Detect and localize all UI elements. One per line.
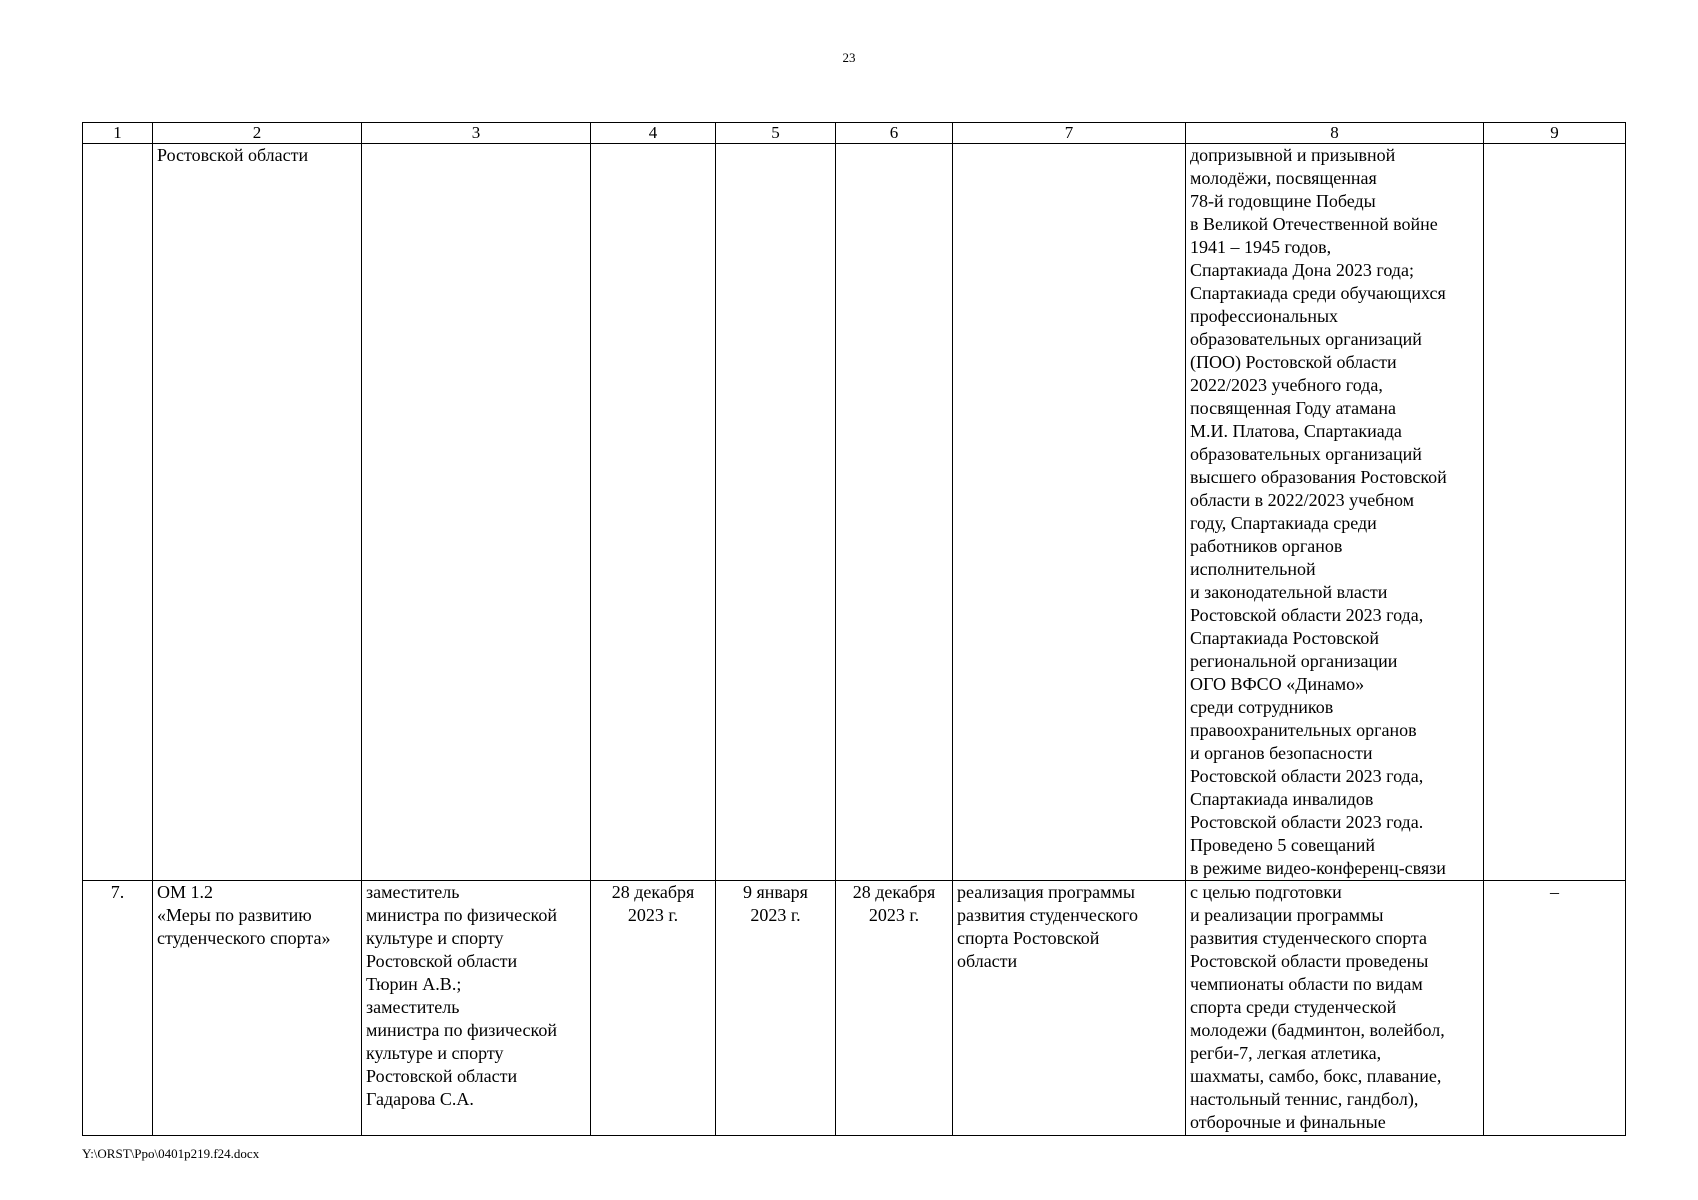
cell-line: Ростовской области 2023 года, [1190,605,1424,625]
row-number-cell [83,144,153,881]
cell-line: области [957,951,1018,971]
column-header: 5 [716,123,836,144]
planned-start-cell [591,881,716,1136]
cell-line: развития студенческого спорта [1190,928,1427,948]
cell-line: «Меры по развитию [157,905,312,925]
cell-line: спорта Ростовской [957,928,1100,948]
cell-line: отборочные и финальные [1190,1112,1386,1132]
cell-line: Спартакиада Ростовской [1190,628,1379,648]
cell-line: Ростовской области проведены [1190,951,1429,971]
cell-line: регби-7, легкая атлетика, [1190,1043,1382,1063]
row-number-cell: 7. [83,881,153,1136]
file-path-footer: Y:\ORST\Ppo\0401p219.f24.docx [82,1146,260,1161]
column-header: 2 [153,123,362,144]
responsible-cell [362,144,591,881]
cell-line: образовательных организаций [1190,444,1422,464]
cell-line: в Великой Отечественной войне [1190,214,1438,234]
column-header: 7 [953,123,1186,144]
cell-line: Ростовской области [366,951,518,971]
cell-line: профессиональных [1190,306,1339,326]
cell-line: Гадарова С.А. [366,1089,474,1109]
cell-line: году, Спартакиада среди [1190,513,1377,533]
notes-cell [1484,144,1626,881]
cell-line: 1941 – 1945 годов, [1190,237,1332,257]
cell-line: культуре и спорту [366,928,504,948]
cell-line: Ростовской области [157,145,309,165]
cell-line: ОГО ВФСО «Динамо» [1190,674,1365,694]
cell-line: спорта среди студенческой [1190,997,1397,1017]
cell-line: допризывной и призывной [1190,145,1396,165]
cell-line: правоохранительных органов [1190,720,1417,740]
cell-line: 2023 г. [750,905,801,925]
cell-line: и законодательной власти [1190,582,1388,602]
table-row [83,881,1626,1136]
cell-line: Тюрин А.В.; [366,974,462,994]
page-number: 23 [842,50,856,65]
cell-line: исполнительной [1190,559,1316,579]
cell-line: Спартакиада Дона 2023 года; [1190,260,1414,280]
cell-line: образовательных организаций [1190,329,1422,349]
table-row [83,144,1626,881]
cell-line: культуре и спорту [366,1043,504,1063]
column-header: 9 [1484,123,1626,144]
actual-start-cell [716,144,836,881]
cell-line: заместитель [366,882,460,902]
cell-line: с целью подготовки [1190,882,1342,902]
cell-line: заместитель [366,997,460,1017]
actual-start-cell [716,881,836,1136]
cell-line: молодёжи, посвященная [1190,168,1377,188]
cell-line: в режиме видео-конференц-связи [1190,858,1446,878]
cell-line: и органов безопасности [1190,743,1373,763]
notes-cell: – [1484,881,1626,1136]
cell-line: высшего образования Ростовской [1190,467,1447,487]
column-header: 3 [362,123,591,144]
cell-line: 9 января [743,882,808,902]
cell-line: Проведено 5 совещаний [1190,835,1376,855]
cell-line: и реализации программы [1190,905,1384,925]
cell-line: региональной организации [1190,651,1398,671]
cell-line: молодежи (бадминтон, волейбол, [1190,1020,1445,1040]
expected-result-cell [953,144,1186,881]
column-header: 4 [591,123,716,144]
cell-line: 2023 г. [868,905,920,925]
cell-line: ОМ 1.2 [157,882,214,902]
cell-line: Ростовской области 2023 года, [1190,766,1424,786]
cell-line: Спартакиада инвалидов [1190,789,1374,809]
cell-line: (ПОО) Ростовской области [1190,352,1397,372]
cell-line: реализация программы [957,882,1135,902]
cell-line: области в 2022/2023 учебном [1190,490,1415,510]
responsible-cell [362,881,591,1136]
column-number-row [83,123,1626,144]
cell-line: Спартакиада среди обучающихся [1190,283,1446,303]
cell-line: среди сотрудников [1190,697,1334,717]
cell-line: Ростовской области [366,1066,518,1086]
cell-line: министра по физической [366,905,557,925]
cell-line: 2022/2023 учебного года, [1190,375,1383,395]
column-header: 1 [83,123,153,144]
cell-line: работников органов [1190,536,1343,556]
cell-line: Ростовской области 2023 года. [1190,812,1424,832]
actual-result-cell [1186,144,1484,881]
cell-line: посвященная Году атамана [1190,398,1396,418]
cell-line: М.И. Платова, Спартакиада [1190,421,1402,441]
report-table [82,122,1626,1136]
end-date-cell [836,144,953,881]
event-name-cell [153,144,362,881]
cell-line: 28 декабря [611,882,695,902]
cell-line: 2023 г. [627,905,679,925]
cell-line: 28 декабря [852,882,936,902]
planned-start-cell [591,144,716,881]
cell-line: студенческого спорта» [157,928,331,948]
event-name-cell [153,881,362,1136]
cell-line: шахматы, самбо, бокс, плавание, [1190,1066,1442,1086]
cell-line: настольный теннис, гандбол), [1190,1089,1419,1109]
end-date-cell [836,881,953,1136]
cell-line: чемпионаты области по видам [1190,974,1423,994]
column-header: 6 [836,123,953,144]
cell-line: 78-й годовщине Победы [1190,191,1376,211]
actual-result-cell [1186,881,1484,1136]
cell-line: развития студенческого [957,905,1139,925]
expected-result-cell [953,881,1186,1136]
cell-line: министра по физической [366,1020,557,1040]
column-header: 8 [1186,123,1484,144]
